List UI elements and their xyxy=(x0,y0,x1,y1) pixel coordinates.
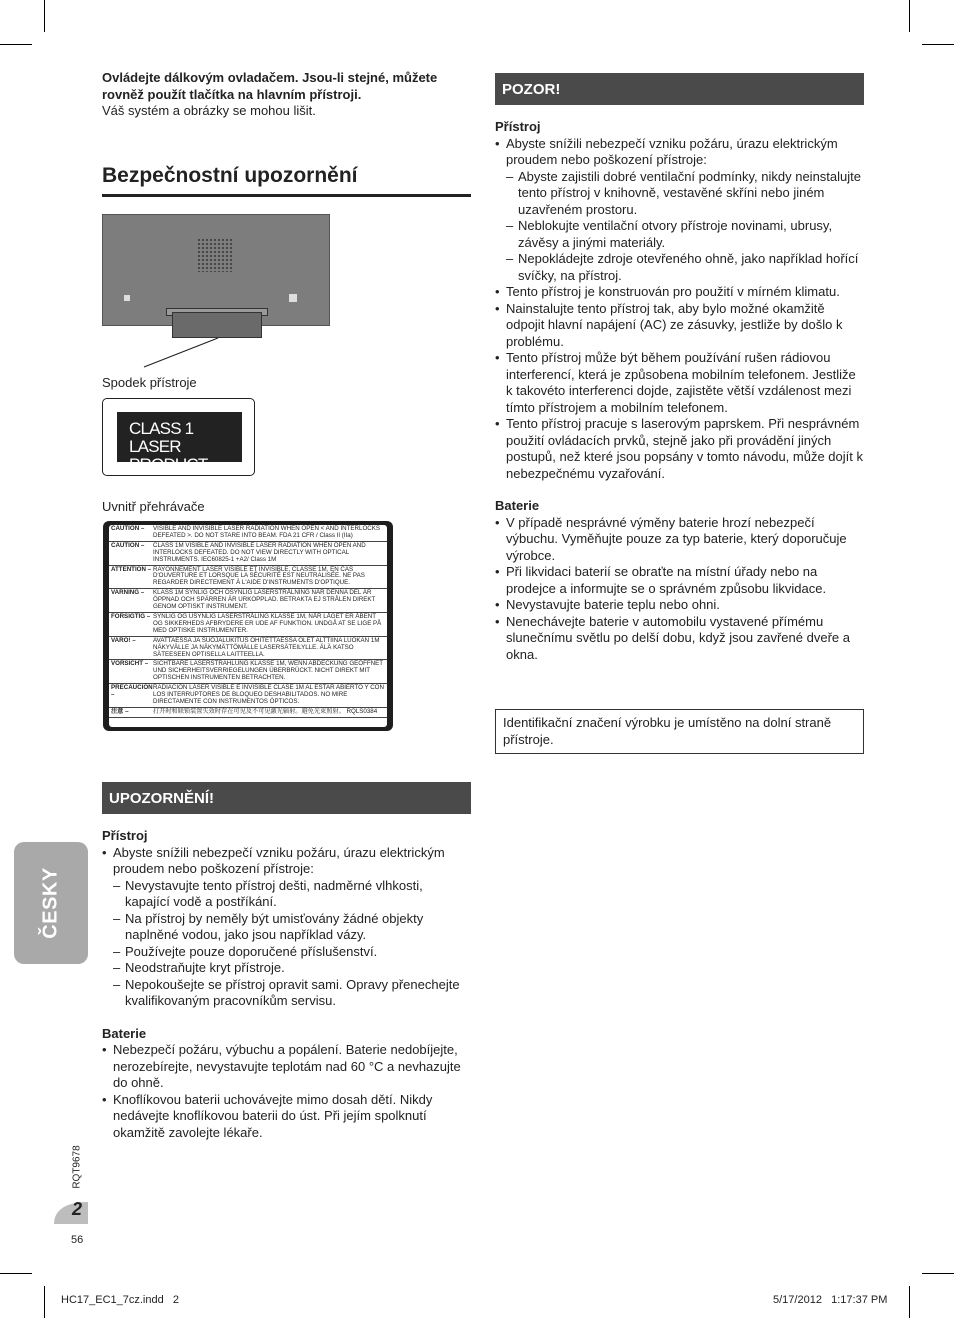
caution-body xyxy=(102,828,470,1141)
warning-label-key: 注意 – xyxy=(111,707,129,715)
caution-header: UPOZORNĚNÍ! xyxy=(102,782,471,814)
warning-label-value: SYNLIG OG USYNLIG LASERSTRÅLING KLASSE 1M, NÅR LÅGET ER ÅBENT OG SIKKERHEDS AFBRYDERE ER UDE AF FUNKTION. UNDGÅ AT SE LIGE PÅ MED OPTISKE INSTRUMENTER. xyxy=(153,612,382,634)
warning-dash-list xyxy=(495,169,865,285)
product-id-box: Identifikační značení výrobku je umístěno na dolní straně přístroje. xyxy=(495,709,864,754)
page-sub-number: 56 xyxy=(71,1234,84,1246)
caption-inside: Uvnitř přehrávače xyxy=(102,499,205,514)
warning-label-row xyxy=(109,566,387,590)
page-number: 2 xyxy=(72,1199,83,1219)
caption-bottom: Spodek přístroje xyxy=(102,375,197,390)
warning-label-row xyxy=(109,542,387,566)
warning-label-key: PRECAUCIÓN – xyxy=(111,684,153,699)
warning-label-value: AVATTAESSA JA SUOJALUKITUS OHITETTAESSA OLET ALTTIINA LUOKAN 1M NÄKYVÄLLE JA NÄKYMÄTTÖMÄLLE LASERSÄTEILYLLE. ÄLÄ KATSO SÄTEESEEN OPTISELLA LAITTEELLA. xyxy=(153,636,380,658)
list-item: – Používejte pouze doporučené příslušenství. xyxy=(102,944,470,961)
caution-device-list xyxy=(102,845,470,1010)
footer-filename: HC17_EC1_7cz.indd 2 xyxy=(61,1294,180,1306)
list-item: • Při likvidaci baterií se obraťte na místní úřady nebo na prodejce a informujte se o správném způsobu likvidace. xyxy=(495,564,865,597)
warning-label-row xyxy=(109,660,387,684)
list-item: • Nenechávejte baterie v automobilu vystavené přímému slunečnímu světlu po delší dobu, když jsou zavřené dveře a okna. xyxy=(495,614,865,664)
language-tab xyxy=(14,842,88,964)
intro xyxy=(102,70,472,120)
list-item: • Nebezpečí požáru, výbuchu a popálení. Baterie nedobíjejte, nerozebírejte, nevystavujte teplotám nad 60 °C a nevhazujte do ohně. xyxy=(102,1042,470,1092)
warning-label-value: CLASS 1M VISIBLE AND INVISIBLE LASER RADIATION WHEN OPEN AND INTERLOCKS DEFEATED. DO NOT VIEW DIRECTLY WITH OPTICAL INSTRUMENTS. IEC60825-1 +A2/ Class 1M xyxy=(153,541,366,563)
crop-mark xyxy=(909,1286,910,1318)
device-port xyxy=(289,294,297,302)
pointer-line xyxy=(140,336,220,370)
crop-mark xyxy=(909,0,910,32)
list-item: • Nainstalujte tento přístroj tak, aby bylo možné okamžitě odpojit hlavní napájení (AC) ze zásuvky, jestliže by došlo k problému. xyxy=(495,301,865,351)
warning-label-value: RAYONNEMENT LASER VISIBLE ET INVISIBLE, CLASSE 1M, EN CAS D'OUVERTURE ET LORSQUE LA SÉCURITÉ EST NEUTRALISÉE. NE PAS REGARDER DIRECTEMENT À L'AIDE D'INSTRUMENTS D'OPTIQUE. xyxy=(153,565,365,587)
list-item: – Na přístroj by neměly být umisťovány žádné objekty naplněné vodou, jako jsou například vázy. xyxy=(102,911,470,944)
laser-label xyxy=(117,412,242,474)
list-item: – Nepokládejte zdroje otevřeného ohně, jako například hořící svíčky, na přístroj. xyxy=(495,251,865,284)
crop-mark xyxy=(922,44,954,45)
warning-label-key: VARNING – xyxy=(111,589,145,597)
list-item: • V případě nesprávné výměny baterie hrozí nebezpečí výbuchu. Vyměňujte pouze za typ baterie, který doporučuje výrobce. xyxy=(495,515,865,565)
list-item: • Knoflíkovou baterii uchovávejte mimo dosah dětí. Nikdy nedávejte knoflíkovou baterii do úst. Při jejím spolknutí okamžitě zavolejte lékaře. xyxy=(102,1092,470,1142)
warning-device-heading: Přístroj xyxy=(495,119,541,134)
list-item: – Abyste zajistili dobré ventilační podmínky, nikdy neinstalujte tento přístroj v knihovně, vestavěné skříni nebo jiném uzavřeném prostoru. xyxy=(495,169,865,219)
device-stand xyxy=(172,312,262,338)
warning-label-row xyxy=(109,684,387,708)
warning-battery-list xyxy=(495,515,865,664)
page-title: Bezpečnostní upozornění xyxy=(102,164,358,187)
warning-label-value: VISIBLE AND INVISIBLE LASER RADIATION WHEN OPEN < AND INTERLOCKS DEFEATED >. DO NOT STARE INTO BEAM. FDA 21 CFR / Class II (IIa) xyxy=(153,525,380,539)
warning-label-key: VARO! – xyxy=(111,636,136,644)
caution-battery-heading: Baterie xyxy=(102,1025,147,1041)
warning-label-value: RADIACIÓN LÁSER VISIBLE E INVISIBLE CLASE 1M AL ESTAR ABIERTO Y CON LOS INTERRUPTORES DE BLOQUEO DESHABILITADOS. NO MIRE DIRECTAMENTE CON INSTRUMENTOS ÓPTICOS. xyxy=(153,684,384,705)
title-rule xyxy=(102,194,471,197)
warning-label xyxy=(103,521,393,731)
warning-battery-heading: Baterie xyxy=(495,498,540,513)
warning-label-inner xyxy=(109,525,387,727)
warning-label-key: ATTENTION – xyxy=(111,565,152,573)
speaker-grille xyxy=(197,238,233,272)
crop-mark xyxy=(0,1273,32,1274)
warning-body xyxy=(495,119,865,663)
list-item xyxy=(102,845,470,1010)
intro-note: Váš systém a obrázky se mohou lišit. xyxy=(102,103,316,118)
warning-label-row xyxy=(109,708,387,718)
caution-dash-list xyxy=(102,878,470,1010)
warning-label-key: FORSIGTIG – xyxy=(111,612,151,620)
list-item xyxy=(495,136,865,285)
list-item: • Nevystavujte baterie teplu nebo ohni. xyxy=(495,597,865,614)
warning-header: POZOR! xyxy=(495,73,864,105)
warning-label-value: 打开时和联锁装置失效时存在可见及不可见激光辐射。避免光束照射。 RQLS0384 xyxy=(153,707,378,715)
doc-code-text: RQT9678 xyxy=(71,1145,83,1189)
device-port xyxy=(124,295,130,301)
laser-label-line2: LASER PRODUCT xyxy=(129,437,208,474)
warning-label-key: CAUTION – xyxy=(111,541,145,549)
caution-battery-list xyxy=(102,1042,470,1141)
crop-mark xyxy=(922,1273,954,1274)
warning-label-row xyxy=(109,525,387,542)
list-item: – Neblokujte ventilační otvory přístroje novinami, ubrusy, závěsy a jinými materiály. xyxy=(495,218,865,251)
list-item-text: Abyste snížili nebezpečí vzniku požáru, úrazu elektrickým proudem nebo poškození přístroje: xyxy=(113,844,445,876)
intro-bold: Ovládejte dálkovým ovladačem. Jsou-li stejné, můžete rovněž použít tlačítka na hlavním přístroji. xyxy=(102,70,438,102)
laser-label-line1: CLASS 1 xyxy=(129,419,194,438)
list-item: – Neodstraňujte kryt přístroje. xyxy=(102,960,470,977)
crop-mark xyxy=(44,1286,45,1318)
list-item: – Nepokoušejte se přístroj opravit sami. Opravy přenechejte kvalifikovaným pracovníkům servisu. xyxy=(102,977,470,1010)
language-tab-label: ČESKY xyxy=(39,867,62,939)
warning-label-row xyxy=(109,589,387,613)
list-item: • Tento přístroj je konstruován pro použití v mírném klimatu. xyxy=(495,284,865,301)
warning-label-key: CAUTION – xyxy=(111,525,145,532)
footer-timestamp: 5/17/2012 1:17:37 PM xyxy=(773,1294,888,1306)
warning-label-key: VORSICHT – xyxy=(111,660,149,668)
list-item: • Tento přístroj může být během používání rušen rádiovou interferencí, která je způsobena mobilním telefonem. Jestliže k takovéto interferenci dojde, zajistěte větší vzdálenost mezi tímto přístrojem a mobilním telefonem. xyxy=(495,350,865,416)
warning-device-list xyxy=(495,136,865,483)
page-number-badge xyxy=(52,1200,90,1226)
list-item-text: Abyste snížili nebezpečí vzniku požáru, úrazu elektrickým proudem nebo poškození přístroje: xyxy=(506,135,838,167)
crop-mark xyxy=(0,44,32,45)
laser-label-box xyxy=(102,398,255,476)
list-item: – Nevystavujte tento přístroj dešti, nadměrné vlhkosti, kapající vodě a postříkání. xyxy=(102,878,470,911)
warning-label-row xyxy=(109,613,387,637)
crop-mark xyxy=(44,0,45,32)
list-item: • Tento přístroj pracuje s laserovým paprskem. Při nesprávném použití ovládacích prvků, stejně jako při provádění jiných postupů, než které jsou popsány v tomto návodu, může dojít k nebezpečnému vyzařování. xyxy=(495,416,865,482)
warning-label-value: KLASS 1M SYNLIG OCH OSYNLIG LASERSTRÅLNING NÄR DENNA DEL ÄR ÖPPNAD OCH SPÄRREN ÄR URKOPPLAD. BETRAKTA EJ STRÅLEN DIREKT GENOM OPTISKT INSTRUMENT. xyxy=(153,589,376,611)
caution-device-heading: Přístroj xyxy=(102,828,148,843)
warning-label-row xyxy=(109,637,387,661)
warning-label-value: SICHTBARE LASERSTRAHLUNG KLASSE 1M, WENN ABDECKUNG GEÖFFNET UND SICHERHEITSVERRIEGELUNGEN ÜBERBRÜCKT. NICHT DIREKT MIT OPTISCHEN INSTRUMENTEN BETRACHTEN. xyxy=(153,660,383,682)
